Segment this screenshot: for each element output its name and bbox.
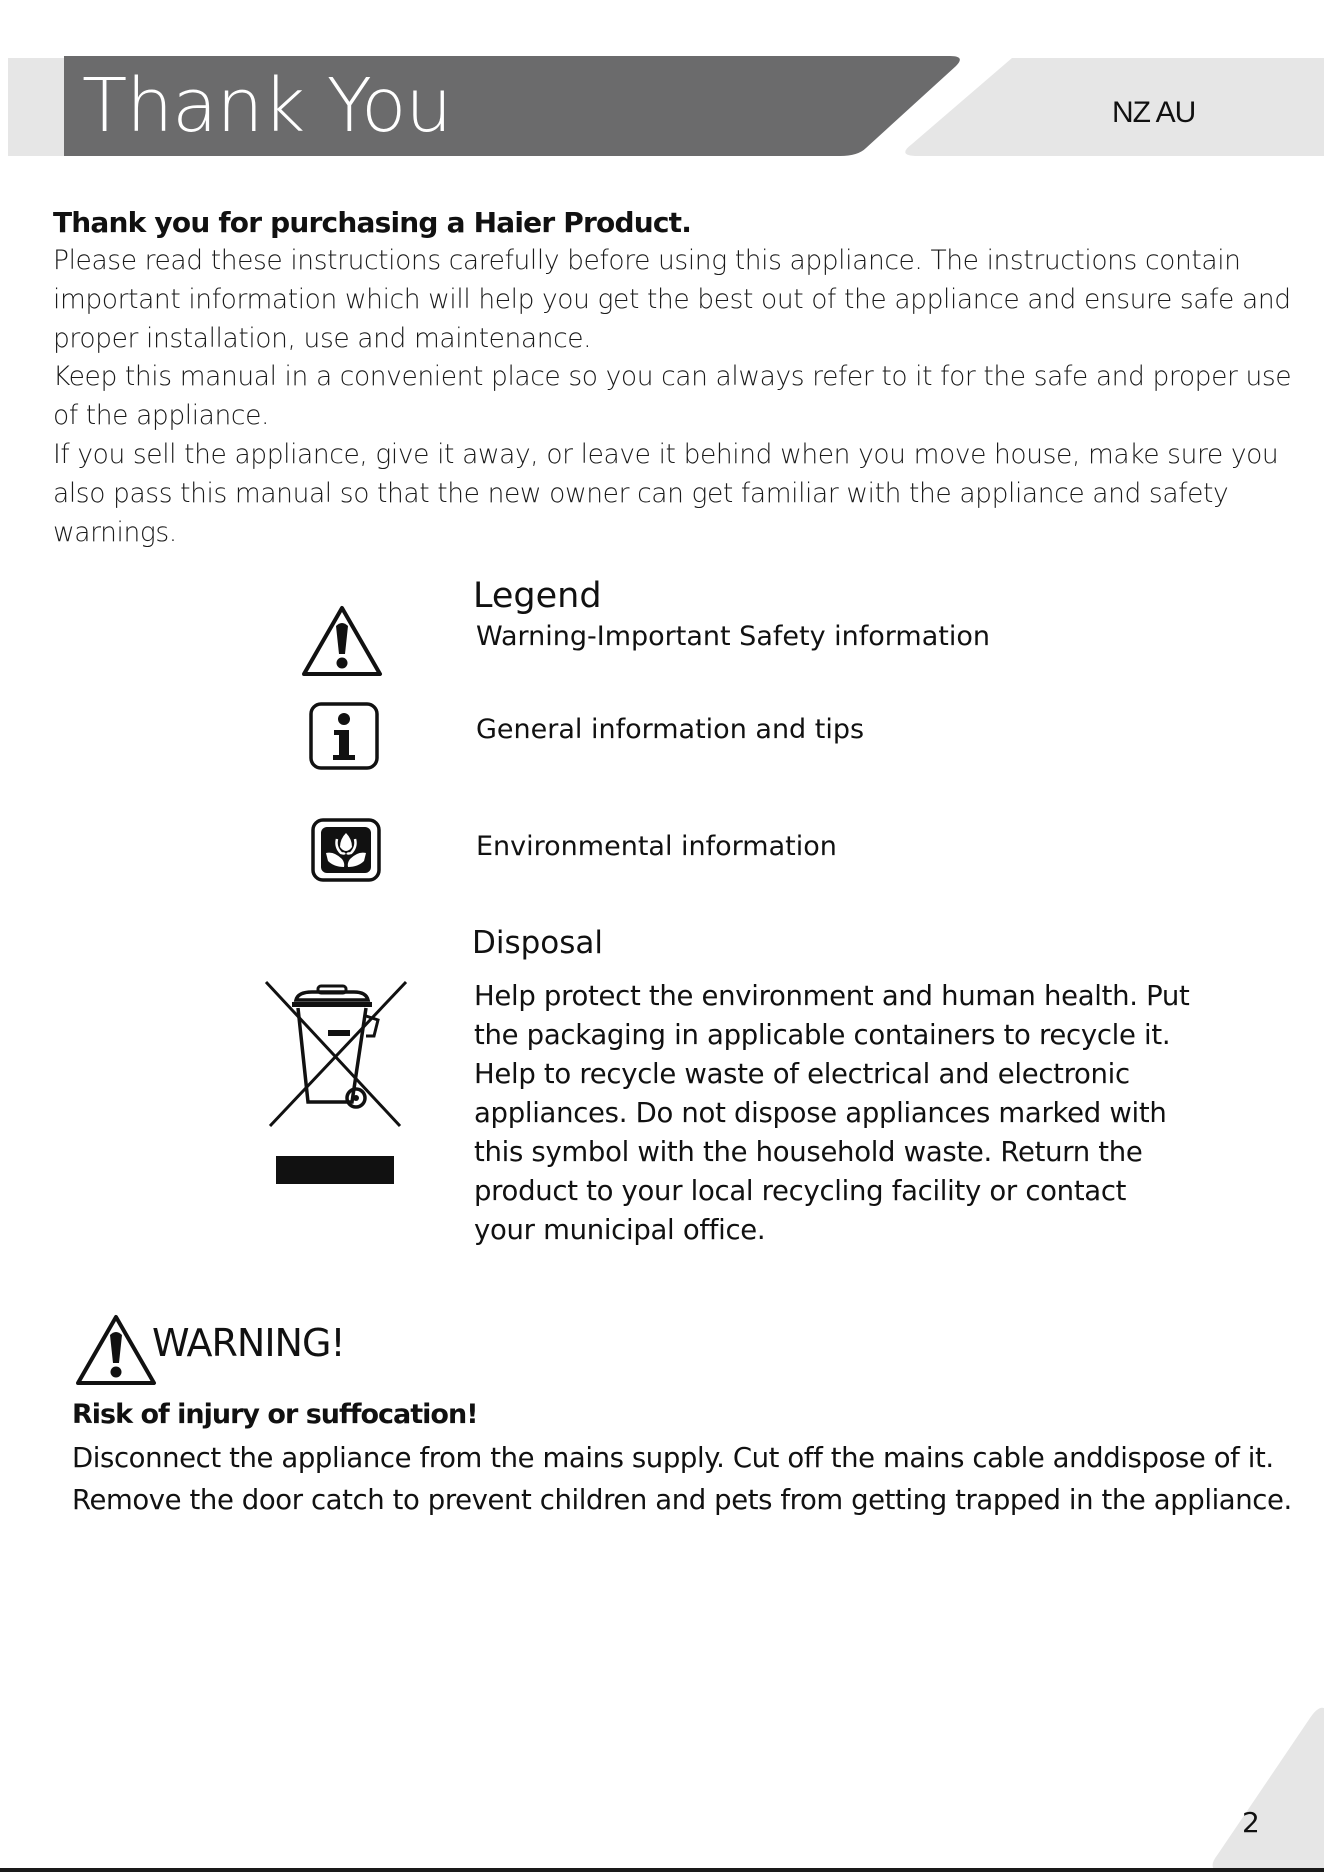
warning-triangle-icon <box>74 1313 158 1387</box>
intro-paragraph: If you sell the appliance, give it away, or leave it behind when you move house, make sure you also pass this manual so that the new owner can get familiar with the appliance and safety warnings. <box>53 438 1279 548</box>
legend-item-environment: Environmental information <box>476 831 837 862</box>
intro-section <box>53 204 1293 552</box>
intro-paragraph: Keep this manual in a convenient place so you can always refer to it for the safe and proper use of the appliance. <box>53 361 1292 432</box>
bottom-rule <box>0 1868 1324 1872</box>
environment-icon <box>310 817 382 883</box>
region-label: NZ AU <box>1112 96 1196 129</box>
header-light-strip <box>8 58 64 156</box>
info-icon <box>308 701 380 771</box>
page-corner-tab <box>1200 1700 1324 1872</box>
warning-label: WARNING! <box>152 1321 345 1365</box>
legend-item-warning: Warning-Important Safety information <box>476 621 990 652</box>
warning-subheading: Risk of injury or suffocation! <box>72 1399 478 1430</box>
warning-text: Disconnect the appliance from the mains supply. Cut off the mains cable anddispose of it. Remove the door catch to prevent children and pets from getting trapped in the appliance. <box>72 1442 1292 1516</box>
legend-heading: Legend <box>473 576 602 616</box>
page-number: 2 <box>1242 1806 1260 1839</box>
disposal-text: Help protect the environment and human health. Put the packaging in applicable containers to recycle it. Help to recycle waste of electrical and electronic appliances. Do not dispose appliances marked with this symbol with the household waste. Return the product to your local recycling facility or contact your municipal office. <box>474 980 1190 1246</box>
disposal-heading: Disposal <box>472 925 604 961</box>
intro-heading: Thank you for purchasing a Haier Product. <box>53 206 692 239</box>
warning-triangle-icon <box>300 604 384 678</box>
intro-paragraph: Please read these instructions carefully before using this appliance. The instructions contain important information which will help you get the best out of the appliance and ensure safe and proper installation, use and maintenance. <box>53 245 1291 354</box>
crossed-out-bin-icon <box>262 978 410 1188</box>
page-title: Thank You <box>82 63 452 149</box>
legend-item-info: General information and tips <box>476 714 865 745</box>
